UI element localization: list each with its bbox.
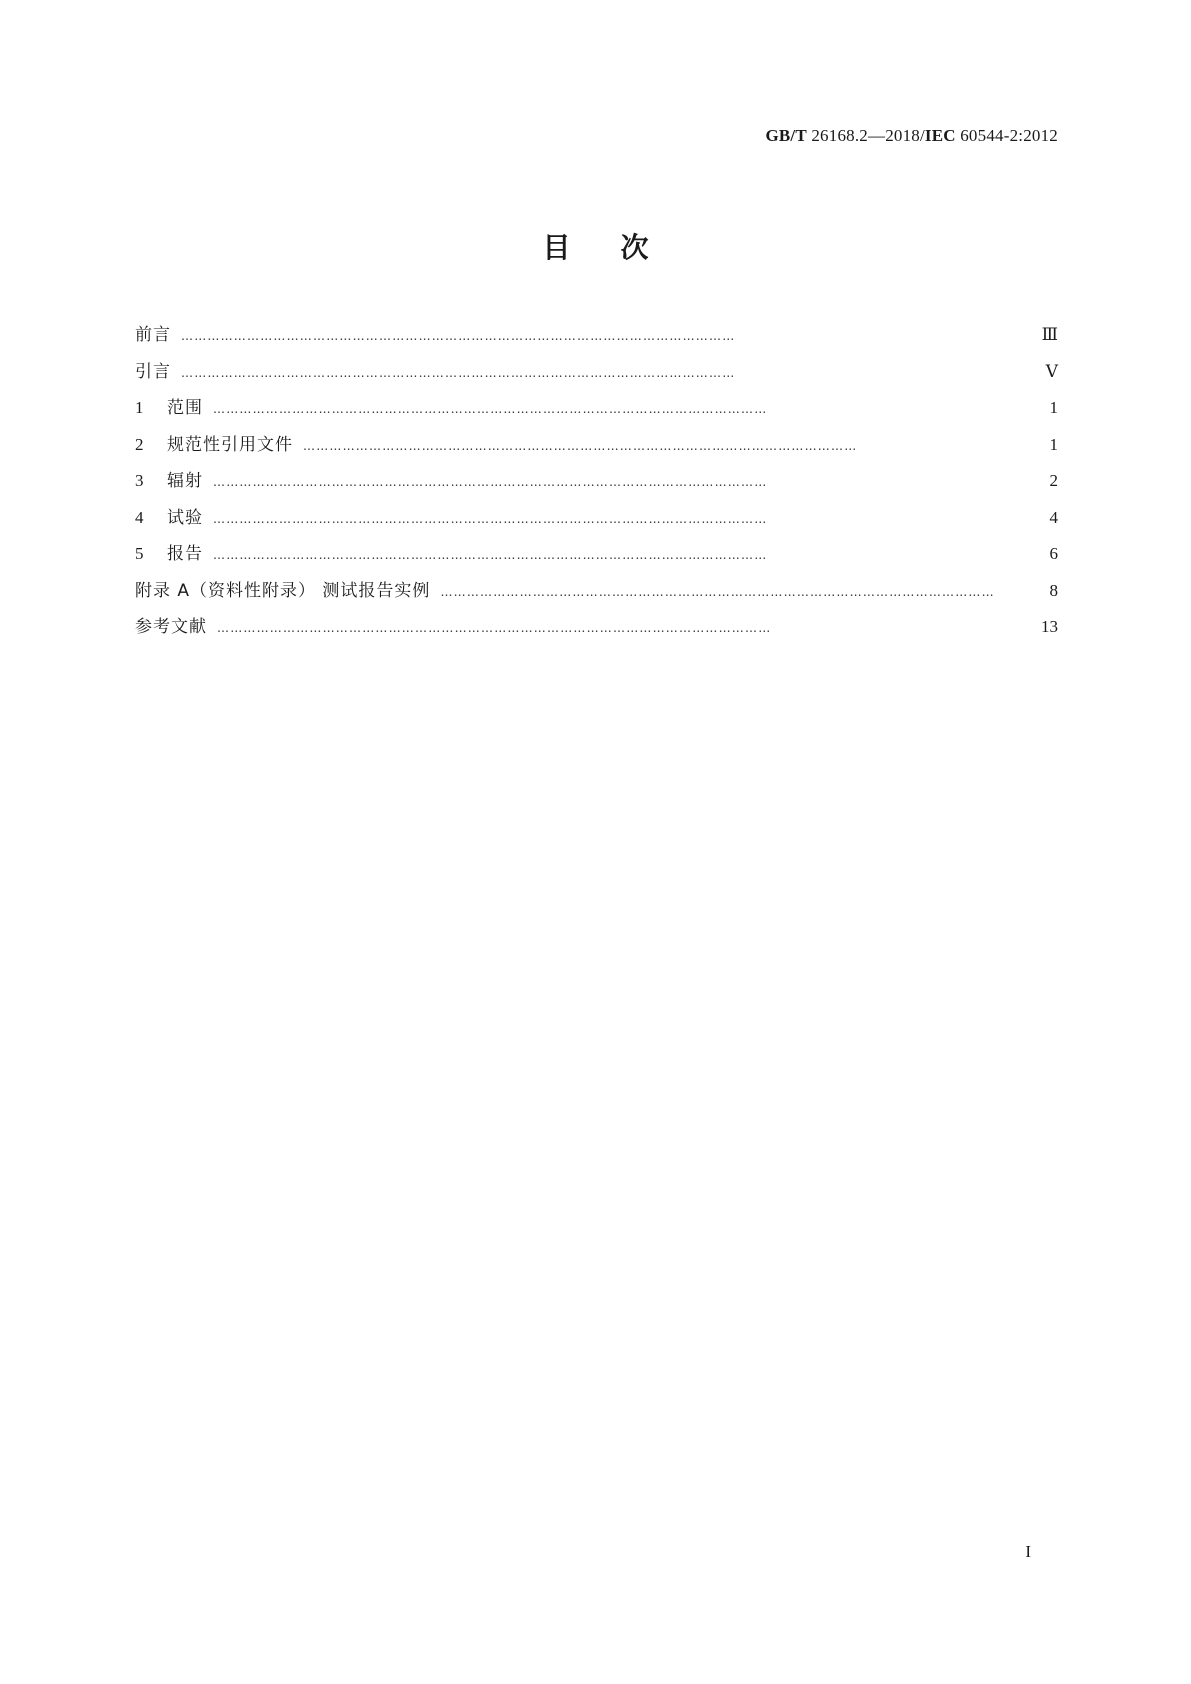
toc-entry-normative-references[interactable] — [135, 434, 1058, 471]
toc-entry-page: 1 — [1049, 434, 1058, 454]
toc-leader-dots: ……………………………………………………………………………………………………………… — [440, 584, 995, 599]
code-number: 26168.2—2018/ — [806, 126, 925, 145]
toc-entry-label: 附录 A（资料性附录） 测试报告实例 — [135, 580, 431, 601]
toc-leader-dots: ……………………………………………………………………………………………………………… — [213, 402, 768, 416]
toc-leader-dots: ……………………………………………………………………………………………………………… — [213, 548, 768, 562]
toc-entry-page: 8 — [1049, 580, 1058, 600]
toc-entry-number: 5 — [135, 544, 144, 563]
toc-leader-dots: ……………………………………………………………………………………………………………… — [213, 475, 768, 489]
toc-entry-page: Ⅲ — [1041, 325, 1058, 344]
toc-entry-label: 辐射 — [167, 471, 203, 491]
toc-leader-dots: ……………………………………………………………………………………………………………… — [181, 329, 736, 343]
toc-entry-page: 4 — [1049, 507, 1058, 527]
toc-entry-number: 4 — [135, 507, 144, 527]
toc-entry-label: 参考文献 — [135, 617, 207, 637]
page-number: I — [1025, 1542, 1031, 1561]
code-iec: IEC — [924, 126, 956, 145]
toc-entry-annex-a[interactable] — [135, 580, 1058, 617]
document-code — [765, 126, 1058, 146]
toc-entry-label: 试验 — [167, 507, 203, 528]
code-prefix: GB/T — [765, 126, 807, 145]
code-tail: 60544-2:2012 — [955, 126, 1058, 145]
toc-entry-number: 3 — [135, 471, 144, 490]
toc-entry-page: 2 — [1049, 471, 1058, 490]
toc-entry-label: 前言 — [135, 325, 171, 345]
toc-entry-page: Ⅴ — [1045, 361, 1058, 381]
toc-entry-tests[interactable] — [135, 507, 1058, 544]
toc-leader-dots: ……………………………………………………………………………………………………………… — [217, 621, 772, 635]
toc-entry-preface[interactable] — [135, 324, 1058, 361]
toc-entry-label: 引言 — [135, 361, 171, 382]
toc-entry-number: 2 — [135, 434, 144, 454]
toc-entry-page: 6 — [1049, 544, 1058, 563]
toc-leader-dots: ……………………………………………………………………………………………………………… — [303, 438, 858, 453]
toc-entry-page: 1 — [1049, 398, 1058, 417]
table-of-contents — [135, 324, 1058, 653]
page-title: 目次 — [542, 231, 699, 264]
toc-entry-report[interactable] — [135, 543, 1058, 580]
toc-leader-dots: ……………………………………………………………………………………………………………… — [213, 511, 768, 526]
toc-entry-label: 报告 — [167, 544, 203, 564]
toc-entry-bibliography[interactable] — [135, 616, 1058, 653]
toc-entry-label: 范围 — [167, 398, 203, 418]
toc-entry-radiation[interactable] — [135, 470, 1058, 507]
toc-entry-page: 13 — [1041, 617, 1058, 636]
toc-entry-scope[interactable] — [135, 397, 1058, 434]
toc-entry-number: 1 — [135, 398, 144, 417]
toc-entry-label: 规范性引用文件 — [167, 434, 293, 455]
toc-leader-dots: ……………………………………………………………………………………………………………… — [181, 365, 736, 380]
toc-entry-introduction[interactable] — [135, 361, 1058, 398]
